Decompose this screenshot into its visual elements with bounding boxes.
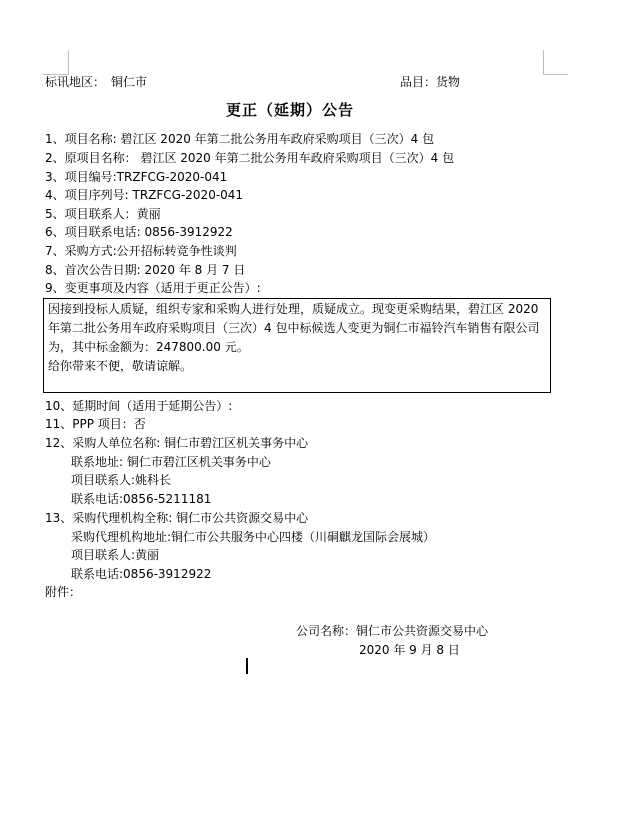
company-name: 公司名称：铜仁市公共资源交易中心 (296, 624, 489, 638)
announcement-date: 2020 年 9 月 8 日 (359, 643, 460, 657)
attachment-label: 附件： (45, 585, 82, 599)
item-project-serial: 4、项目序列号: TRZFCG-2020-041 (45, 188, 244, 202)
item-project-number: 3、项目编号:TRZFCG-2020-041 (45, 170, 228, 184)
change-details-paragraph: 因接到投标人质疑，组织专家和采购人进行处理，质疑成立。现变更采购结果，碧江区 2020 年第二批公务用车政府采购项目（三次）4 包中标候选人变更为铜仁市福铃汽车销售有限公司为，其中标金额为：247800.00 元。 (48, 302, 540, 354)
page-corner-mark-top-right (543, 50, 544, 74)
item-change-details-heading: 9、变更事项及内容（适用于更正公告）: (45, 281, 261, 295)
category-label: 品目： (400, 75, 437, 89)
page-corner-mark-top-right (543, 74, 568, 75)
page-corner-mark-top-left (68, 50, 69, 74)
text-cursor (246, 658, 248, 674)
item-purchaser-phone: 联系电话:0856-5211181 (71, 492, 212, 506)
region-header (45, 74, 147, 90)
item-purchaser-name: 12、采购人单位名称: 铜仁市碧江区机关事务中心 (45, 436, 309, 450)
item-agency-phone: 联系电话:0856-3912922 (71, 567, 212, 581)
item-extension-time: 10、延期时间（适用于延期公告）: (45, 399, 233, 413)
item-agency-contact: 项目联系人:黄丽 (71, 548, 160, 562)
item-agency-address: 采购代理机构地址:铜仁市公共服务中心四楼（川硐麒龙国际会展城） (71, 530, 436, 544)
item-project-phone: 6、项目联系电话: 0856-3912922 (45, 225, 233, 239)
item-procurement-method: 7、采购方式:公开招标转竞争性谈判 (45, 244, 237, 258)
item-agency-name: 13、采购代理机构全称: 铜仁市公共资源交易中心 (45, 511, 309, 525)
category-value: 货物 (436, 75, 461, 89)
change-details-box (43, 298, 551, 393)
item-project-name: 1、项目名称: 碧江区 2020 年第二批公务用车政府采购项目（三次）4 包 (45, 132, 435, 146)
item-purchaser-contact: 项目联系人:姚科长 (71, 473, 172, 487)
item-original-project-name: 2、原项目名称： 碧江区 2020 年第二批公务用车政府采购项目（三次）4 包 (45, 151, 455, 165)
item-project-contact: 5、项目联系人：黄丽 (45, 207, 161, 221)
region-value: 铜仁市 (111, 75, 148, 89)
item-ppp-project: 11、PPP 项目：否 (45, 417, 146, 431)
region-label: 标讯地区： (45, 75, 106, 89)
page-title: 更正（延期）公告 (226, 101, 355, 119)
category-header (400, 74, 460, 90)
change-details-apology: 给你带来不便，敬请谅解。 (48, 359, 193, 373)
item-first-announcement-date: 8、首次公告日期: 2020 年 8 月 7 日 (45, 263, 246, 277)
item-purchaser-address: 联系地址: 铜仁市碧江区机关事务中心 (71, 455, 271, 469)
